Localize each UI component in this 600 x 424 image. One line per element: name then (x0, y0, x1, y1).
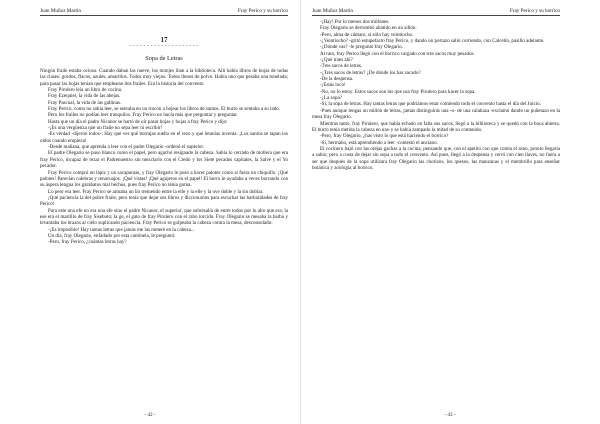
paragraph: Lo peor era leer. Fray Perico se armaba un lío tremendo entre la elle y la elle y la uve doble y la sin doblar. (48, 188, 264, 195)
body-text (40, 68, 288, 246)
paragraph: -De la despensa. (320, 76, 354, 83)
paragraph: -¡Es imposible! Hay tantas letras que jamás me las meteré en la cabeza... (48, 226, 195, 233)
page-number: - 42 - (144, 412, 156, 418)
header-author: Juan Muñoz Martín (312, 8, 353, 14)
paragraph: -¿Veintiocho? -gritó estupefacto fray Perico, y dando un portazo salió corriendo, con Calcetín, pasillo adelante. (320, 38, 545, 45)
paragraph: -Pero, fray Perico, ¿cuántas letras hay? (48, 239, 127, 246)
paragraph: -¡Hay! Por lo menos dos millones. (320, 19, 390, 25)
paragraph: Un día, fray Olegario, enfadado por esta cantinela, le preguntó: (48, 232, 176, 239)
header-author: Juan Muñoz Martín (40, 8, 81, 14)
paragraph: -No, no lo estoy. Estos sacos son los que usa fray Pirulero para hacer la sopa. (320, 88, 476, 95)
chapter-ornament-rule: - - - - - - - - - - - - - - - - - - - - (129, 44, 199, 49)
header-book-title: Fray Perico y su borrico (509, 8, 560, 14)
paragraph: Hasta que un día el padre Nicanor se hartó de oír pasar hojas y hojas a fray Perico y dijo: (48, 118, 228, 125)
running-header (312, 8, 560, 16)
paragraph: -Pero, fray Olegario, ¿has visto lo que está haciendo el borrico? (320, 133, 449, 140)
paragraph: -Desde mañana, que aprenda a leer con el padre Olegario -ordenó el superior. (48, 144, 205, 151)
running-header (40, 8, 288, 16)
paragraph: El padre Olegario se puso blanco como el papel, pero agachó resignado la cabeza. Sabía lo cerrado de mollera que era fray Perico, incapaz de rezar el Padrenuestro sin mezclarlo con el Credo y los Siete pecados capitales, la Salve y el Yo pecador. (40, 150, 288, 170)
paragraph: Para este una efe no era una efe sino el padre Nicanor, el superior, que sobresalía de entre todos por lo alto que era; la ese era el martillo de fray Sisebuto; la ge, el gato de fray Pirulero con el rabo torcido. Fray Olegario se mesaba la barba y levantaba los brazos al cielo suplicando paciencia. Fray Perico se golpeaba la cabeza contra la mesa, desconsolado: (40, 207, 288, 227)
header-book-title: Fray Perico y su borrico (237, 8, 288, 14)
paragraph: El cocinero bajó con las orejas gachas a la cocina, pensando que, con el apetito con que comía el asno, pronto llegaría a sabio; pero a costa de dejar sin sopa a todo el convento. Así pues, llegó a la despensa y cerró con cien llaves, no fuera a ser que después de la sopa utilizara fray Olegario las chorizos, los quesos, las manzanas y el membrillo para enseñar botánica y zoología al borrico. (312, 145, 560, 171)
paragraph: Fray Pirulero leía un libro de cocina. (48, 87, 123, 94)
paragraph: Pero los frailes no podían leer tranquilos. Fray Perico no hacía más que preguntar y preguntar. (48, 112, 238, 119)
paragraph: -¿La sopa? (320, 95, 342, 102)
paragraph: -Sí, la sopa de letras. Hay tantas letras que podríamos estar comiendo todo el convento hasta el día del Juicio. (320, 101, 541, 108)
paragraph: Fray Ezequiel, la vida de las abejas. (48, 93, 121, 100)
page-number: - 43 - (444, 412, 456, 418)
paragraph: -¿Qué traes ahí? (320, 57, 353, 64)
paragraph: -Es verdad -dijeron todos-. Hay que ver qué borrajas suelta en el rezo y qué letanías inventa. ¡Los santos se tapan los oídos cuando empieza! (40, 131, 288, 144)
paragraph: Mientras tanto, fray Pirulero, que había echado en falta sus sacos, llegó a la biblioteca y se quedó con la boca abierta. El burro tenía metida la cabeza en uno y se había zampado la mitad de su contenido. (312, 120, 560, 133)
paragraph: Fray Perico compró un lápiz y un sacapuntas, y fray Olegario le puso a hacer palotes como si fuera un chiquillo. ¡Qué palotes! Parecían culebras y renacuajos. ¡Qué vistas! ¡Qué agujeros en el papel! El burro le ayudaba a veces borrando con su áspera lengua los garabatos mal hechos, pues fray Perico no tenía goma. (40, 169, 288, 189)
paragraph: Ningún fraile estaba ocioso. Cuando daban las nueve, los monjes iban a la biblioteca. Allí había libros de hojas de todas las clases: gordos, flacos, azules, amarillos. Todos muy viejos. Todos llenos de polvo. Había uno que pesaba una tonelada; para pasar las hojas tenían que emplearse dos frailes. Era la historia del convento. (40, 68, 288, 87)
chapter-title: Sopa de Letras (145, 55, 183, 62)
chapter-number: 17 (160, 36, 168, 44)
paragraph: Fray Pascual, la vida de las gallinas. (48, 99, 122, 106)
paragraph: -Tres sacos de letras. (320, 63, 363, 70)
paragraph: -¿Dónde vas? -le preguntó fray Olegario. (320, 44, 403, 51)
paragraph: Fray Perico, como no sabía leer, se sentaba en un rincón a hojear los libros de santos. El burro se sentaba a su lado. (48, 106, 281, 113)
paragraph: -¡Estás loco! (320, 82, 346, 89)
paragraph: ¡Qué paciencia la del pobre fraile, pero tenía que dejar sus libros y diccionarios para escuchar las barbaridades de fray Perico! (40, 194, 288, 208)
paragraph: -Sí, hermano, está aprendiendo a leer -contestó el anciano. (320, 139, 438, 146)
paragraph: -Pues aunque tengas un millón de letras, jamás distinguirás una -o- de una calabaza -exclamó dando un puñetazo en la mesa fray Olegario. (312, 107, 560, 121)
body-text (312, 19, 560, 171)
paragraph: -¿Tres sacos de letras? ¿De dónde los has sacado? (320, 69, 421, 76)
paragraph: -Pero, alma de cántaro, si sólo hay veintiocho. (320, 31, 414, 38)
paragraph: -¡Es una vergüenza que un fraile no sepa leer ni escribir! (48, 125, 163, 132)
paragraph: Al rato, fray Perico llegó con el borrico cargado con tres sacos muy pesados. (320, 50, 475, 57)
right-page (300, 0, 600, 424)
paragraph: Fray Olegario se derrumbó abatido en un sillón. (320, 25, 417, 32)
